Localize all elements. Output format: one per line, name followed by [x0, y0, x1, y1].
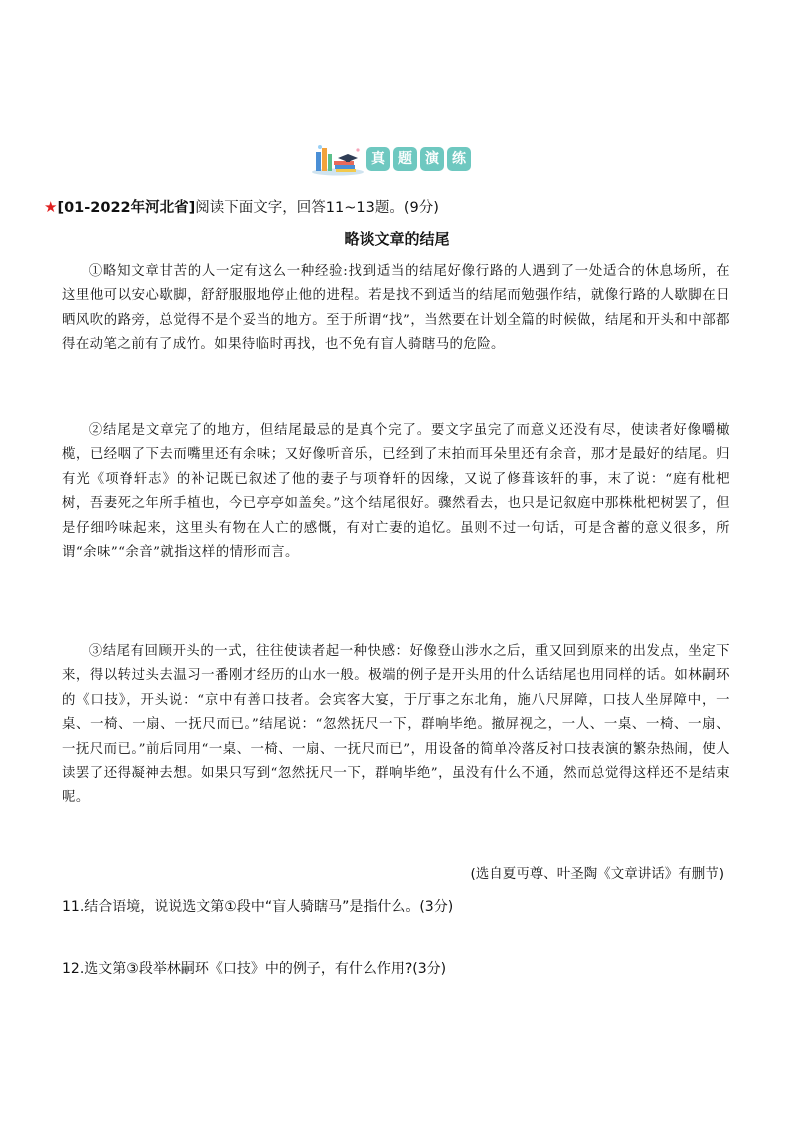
star-icon: ★: [44, 198, 58, 216]
article-paragraph-2: ②结尾是文章完了的地方，但结尾最忌的是真个完了。要文字虽完了而意义还没有尽，使读者好像嚼橄榄，已经咽了下去而嘴里还有余味；又好像听音乐，已经到了末拍而耳朵里还有余音，那才是最好的结尾。归有光《项脊轩志》的补记既已叙述了他的妻子与项脊轩的因缘，又说了修葺该轩的事，末了说：“庭有枇杷树，吾妻死之年所手植也，今已亭亭如盖矣。”这个结尾很好。骤然看去，也只是记叙庭中那株枇杷树罢了，但是仔细吟味起来，这里头有物在人亡的感慨，有对亡妻的追忆。虽则不过一句话，可是含蓄的意义很多，所谓“余味”“余音”就指这样的情形而言。: [62, 423, 730, 561]
question-instruction: 阅读下面文字，回答11~13题。(9分): [195, 200, 439, 216]
question-header: [44, 196, 439, 217]
article-title: 略谈文章的结尾: [344, 230, 450, 248]
banner-title: [366, 147, 471, 171]
question-source: [01-2022年河北省]: [57, 200, 196, 216]
banner-tile: 真: [366, 147, 390, 171]
books-illustration-icon: [308, 142, 364, 176]
article-paragraph-1: ①略知文章甘苦的人一定有这么一种经验:找到适当的结尾好像行路的人遇到了一处适合的休息场所，在这里他可以安心歇脚，舒舒服服地停止他的进程。若是找不到适当的结尾而勉强作结，就像行路的人歇脚在日晒风吹的路旁，总觉得不是个妥当的地方。至于所谓“找”，当然要在计划全篇的时候做，结尾和开头和中部都得在动笔之前有了成竹。如果待临时再找，也不免有盲人骑瞎马的危险。: [62, 264, 730, 353]
question-12: 12.选文第③段举林嗣环《口技》中的例子，有什么作用?(3分): [62, 961, 447, 977]
article-citation: (选自夏丏尊、叶圣陶《文章讲话》有删节): [470, 866, 724, 882]
banner-tile: 题: [393, 147, 417, 171]
section-banner: [308, 142, 484, 176]
banner-tile: 演: [420, 147, 444, 171]
article-paragraph-3: ③结尾有回顾开头的一式，往往使读者起一种快感：好像登山涉水之后，重又回到原来的出发点，坐定下来，得以转过头去温习一番刚才经历的山水一般。极端的例子是开头用的什么话结尾也用同样的话。如林嗣环的《口技》，开头说：“京中有善口技者。会宾客大宴，于厅事之东北角，施八尺屏障，口技人坐屏障中，一桌、一椅、一扇、一抚尺而已。”结尾说：“忽然抚尺一下，群响毕绝。撤屏视之，一人、一桌、一椅、一扇、一抚尺而已。”前后同用“一桌、一椅、一扇、一抚尺而已”，用设备的简单冷落反衬口技表演的繁杂热闹，使人读罢了还得凝神去想。如果只写到“忽然抚尺一下，群响毕绝”，虽没有什么不通，然而总觉得这样还不是结束呢。: [62, 644, 730, 806]
banner-tile: 练: [447, 147, 471, 171]
question-11: 11.结合语境，说说选文第①段中“盲人骑瞎马”是指什么。(3分): [62, 899, 454, 915]
